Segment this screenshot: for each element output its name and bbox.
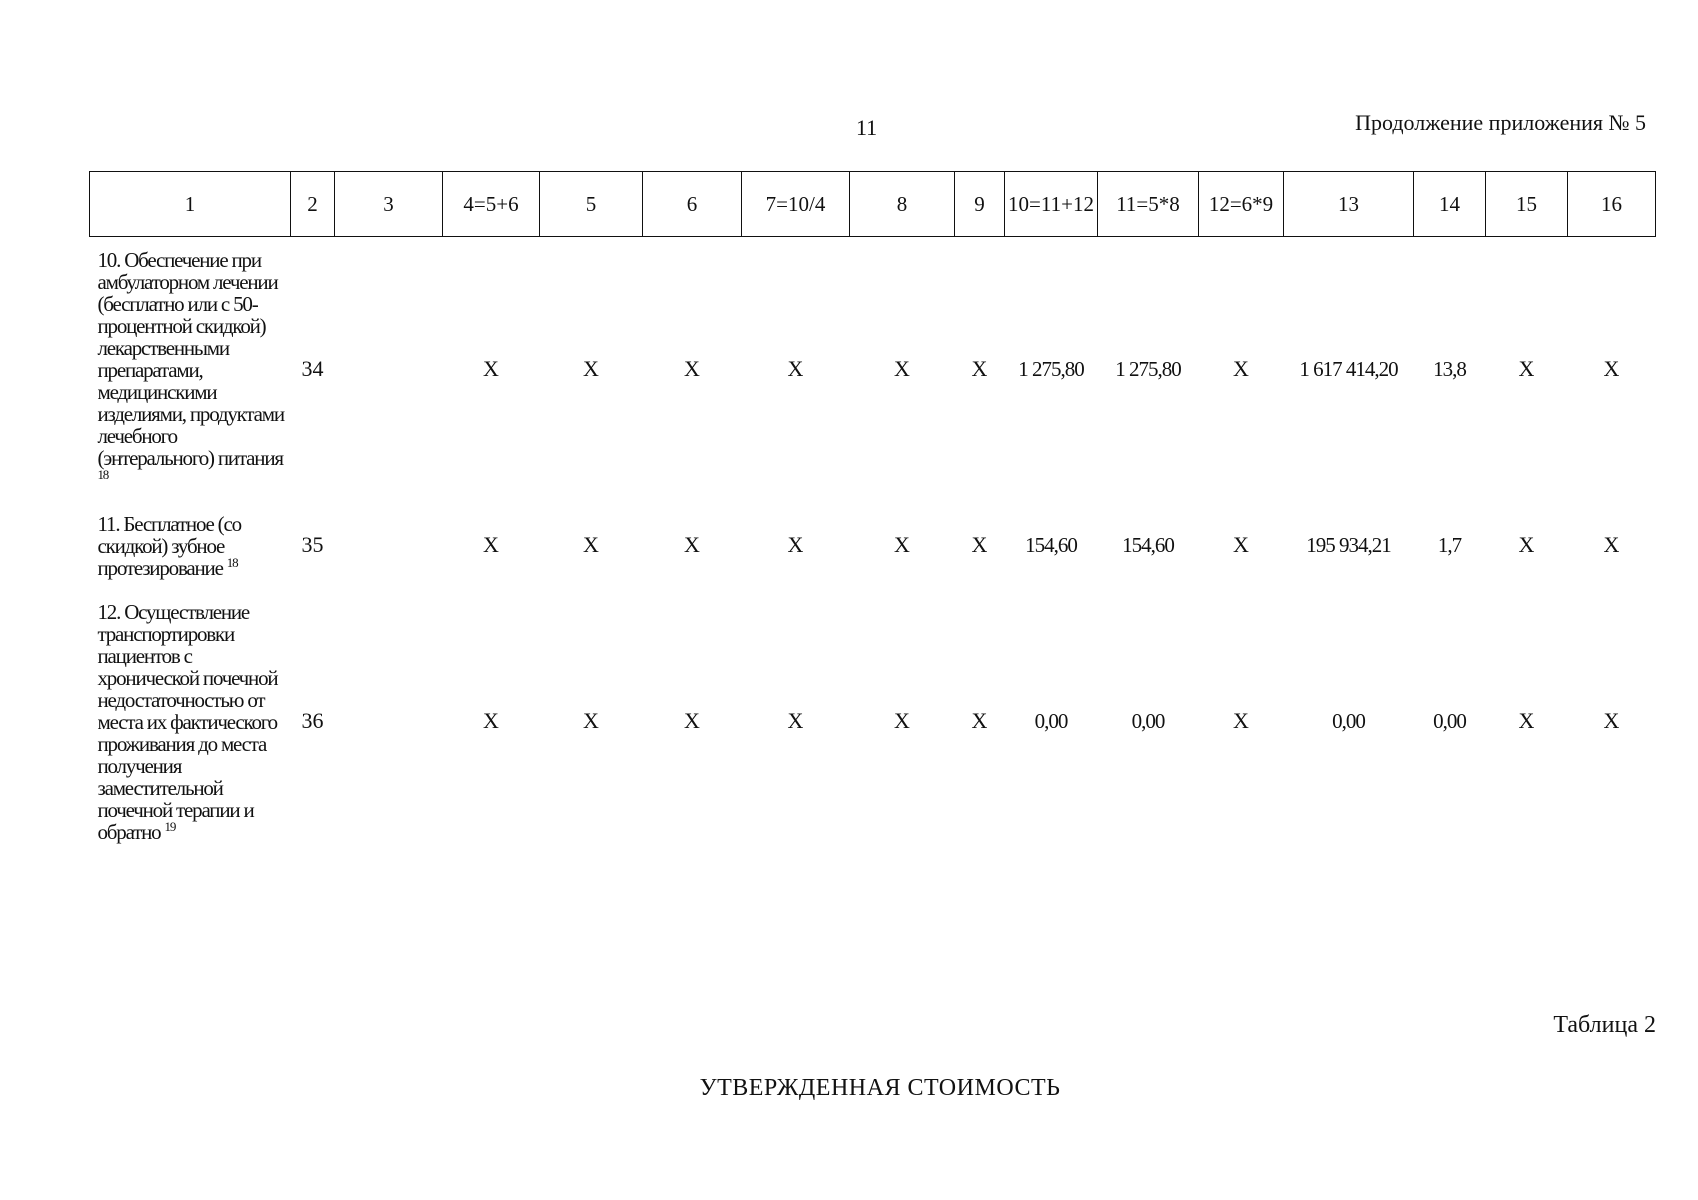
- row-code-cell: 35: [301, 532, 324, 557]
- cost-table: [89, 171, 1655, 853]
- table-cell: Х: [1518, 532, 1535, 557]
- header-cell: 4=5+6: [443, 172, 540, 237]
- table-row: [90, 589, 1656, 853]
- table-cell: Х: [583, 356, 599, 381]
- table-cell: Х: [1518, 356, 1535, 381]
- table-cell: Х: [583, 532, 599, 557]
- header-cell: 10=11+12: [1005, 172, 1098, 237]
- table-cell: [335, 501, 443, 589]
- table-cell: Х: [787, 532, 804, 557]
- header-cell: 14: [1414, 172, 1486, 237]
- footnote-mark: 18: [97, 467, 109, 482]
- table-header-row: [90, 172, 1656, 237]
- header-cell: 1: [90, 172, 291, 237]
- table-cell: Х: [894, 356, 910, 381]
- table-cell: Х: [971, 532, 988, 557]
- row-name-text: 10. Обеспечение при амбулаторном лечении (бесплатно или с 50-процентной скидкой) лекарственными препаратами, медицинскими изделиями, продуктами лечебного (энтерального) питания: [97, 248, 284, 470]
- header-cell: 8: [850, 172, 955, 237]
- row-code-cell: 34: [301, 356, 324, 381]
- table-cell: Х: [971, 356, 988, 381]
- header-cell: 2: [291, 172, 335, 237]
- table-cell: Х: [1233, 356, 1249, 381]
- page-number: 11: [856, 115, 878, 140]
- appendix-continuation-label: Продолжение приложения № 5: [1355, 110, 1646, 135]
- header-cell: 11=5*8: [1098, 172, 1199, 237]
- table-cell: Х: [583, 708, 599, 733]
- section-title: УТВЕРЖДЕННАЯ СТОИМОСТЬ: [699, 1075, 1061, 1101]
- table-cell: Х: [1518, 708, 1535, 733]
- row-name-cell: [90, 589, 291, 853]
- table-cell: [335, 237, 443, 502]
- table-cell: 13,8: [1433, 356, 1466, 381]
- table-cell: [335, 589, 443, 853]
- table-cell: Х: [1233, 708, 1249, 733]
- table-cell: 0,00: [1332, 708, 1365, 733]
- header-cell: 3: [335, 172, 443, 237]
- row-name-cell: [90, 237, 291, 502]
- table-cell: Х: [894, 708, 910, 733]
- footnote-mark: 18: [226, 555, 238, 570]
- table-cell: Х: [483, 532, 499, 557]
- header-cell: 6: [643, 172, 742, 237]
- table-cell: 1 275,80: [1018, 356, 1084, 381]
- table-cell: 0,00: [1433, 708, 1466, 733]
- row-name-cell: [90, 501, 291, 589]
- table-cell: Х: [483, 356, 499, 381]
- header-cell: 7=10/4: [742, 172, 850, 237]
- header-cell: 16: [1568, 172, 1656, 237]
- header-cell: 15: [1486, 172, 1568, 237]
- table-row: [90, 501, 1656, 589]
- table-cell: 1 617 414,20: [1299, 356, 1398, 381]
- table-cell: 154,60: [1122, 532, 1174, 557]
- table-cell: Х: [483, 708, 499, 733]
- table-cell: Х: [787, 708, 804, 733]
- table-cell: Х: [894, 532, 910, 557]
- header-cell: 13: [1284, 172, 1414, 237]
- header-cell: 9: [955, 172, 1005, 237]
- table-row: [90, 237, 1656, 502]
- table-cell: Х: [684, 532, 700, 557]
- table-cell: 1,7: [1437, 532, 1462, 557]
- table-cell: 195 934,21: [1306, 532, 1391, 557]
- header-cell: 12=6*9: [1199, 172, 1284, 237]
- table-cell: Х: [1603, 532, 1620, 557]
- table-cell: Х: [1603, 708, 1620, 733]
- row-name-text: 11. Бесплатное (со скидкой) зубное протезирование: [97, 512, 241, 580]
- table-cell: 154,60: [1025, 532, 1077, 557]
- header-cell: 5: [540, 172, 643, 237]
- footnote-mark: 19: [164, 819, 176, 834]
- table-cell: 0,00: [1131, 708, 1165, 733]
- table-cell: Х: [684, 356, 700, 381]
- row-name-text: 12. Осуществление транспортировки пациентов с хронической почечной недостаточностью от места их фактического проживания до места получения заместительной почечной терапии и обратно: [97, 600, 278, 844]
- table-cell: Х: [684, 708, 700, 733]
- table-cell: Х: [1233, 532, 1249, 557]
- table-cell: Х: [787, 356, 804, 381]
- table-cell: Х: [1603, 356, 1620, 381]
- table-cell: 1 275,80: [1115, 356, 1181, 381]
- table-label: Таблица 2: [1553, 1012, 1656, 1038]
- row-code-cell: 36: [301, 708, 324, 733]
- table-cell: Х: [971, 708, 988, 733]
- table-cell: 0,00: [1034, 708, 1068, 733]
